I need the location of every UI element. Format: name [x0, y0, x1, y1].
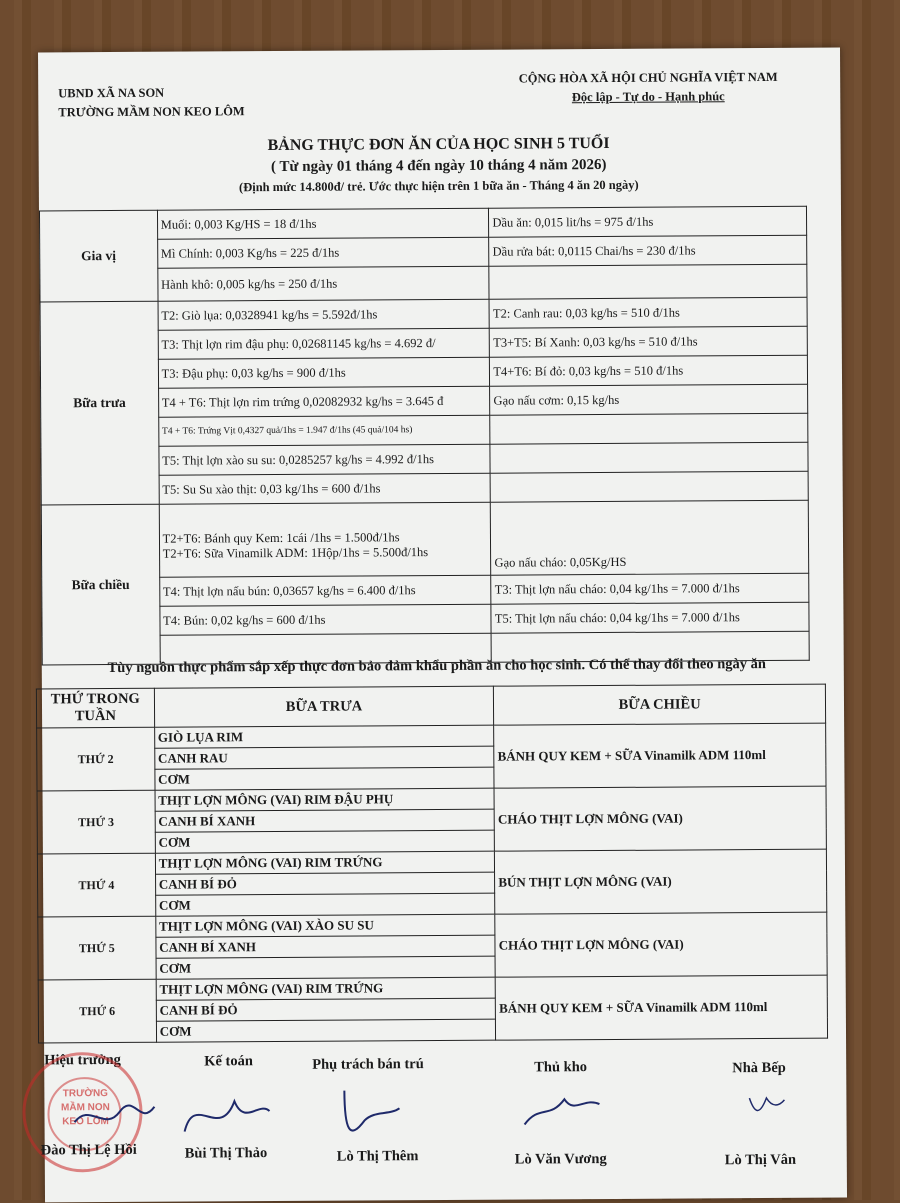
lunch-dish: THỊT LỢN MÔNG (VAI) RIM TRỨNG — [156, 977, 496, 1000]
norm-line: T2+T6: Sữa Vinamilk ADM: 1Hộp/1hs = 5.500đ/1hs — [162, 545, 429, 561]
norm-cell: T3+T5: Bí Xanh: 0,03 kg/hs = 510 đ/1hs — [490, 326, 808, 357]
weekly-menu-table — [36, 684, 828, 1044]
lunch-dish: CƠM — [156, 1019, 496, 1042]
norm-cell: Muối: 0,003 Kg/HS = 18 đ/1hs — [157, 208, 489, 239]
storekeeper-name: Lò Văn Vương — [514, 1150, 607, 1168]
table-row — [37, 723, 826, 749]
lunch-dish: CANH RAU — [154, 746, 494, 769]
norm-line: T2+T6: Bánh quy Kem: 1cái /1hs = 1.500đ/1hs — [162, 530, 400, 546]
school-name: TRƯỜNG MẦM NON KEO LÔM — [58, 104, 245, 120]
norm-cell — [490, 471, 808, 502]
norm-cell: Dầu rửa bát: 0,0115 Chai/hs = 230 đ/1hs — [489, 235, 807, 266]
national-motto-block — [498, 68, 798, 108]
boarding-name: Lò Thị Thêm — [336, 1148, 419, 1165]
norm-cell: T2: Canh rau: 0,03 kg/hs = 510 đ/1hs — [489, 297, 807, 328]
norm-cell: Hành khô: 0,005 kg/hs = 250 đ/1hs — [157, 266, 489, 301]
norm-cell — [490, 413, 808, 444]
motto: Độc lập - Tự do - Hạnh phúc — [571, 89, 725, 105]
lunch-dish: CANH BÍ ĐỎ — [155, 872, 495, 895]
norm-cell: T5: Su Su xào thịt: 0,03 kg/1hs = 600 đ/1hs — [159, 473, 491, 504]
lunch-dish: CANH BÍ XANH — [155, 809, 495, 832]
lunch-dish: CANH BÍ XANH — [156, 935, 496, 958]
category-afternoon: Bữa chiều — [41, 504, 160, 665]
handwritten-signatures — [44, 1068, 844, 1153]
norm-cell — [491, 500, 809, 575]
weekday-cell: THỨ 4 — [37, 853, 155, 917]
lunch-dish: GIÒ LỤA RIM — [154, 725, 494, 748]
lunch-dish: CƠM — [155, 767, 495, 790]
flexibility-note: Tùy nguồn thực phẩm sắp xếp thực đơn bảo đảm khẩu phần ăn cho học sinh. Có thể thay đổi theo ngày ăn — [107, 656, 766, 677]
header-weekday: THỨ TRONG TUẦN — [36, 688, 154, 728]
lunch-dish: CƠM — [156, 956, 496, 979]
principal-name: Đào Thị Lệ Hồi — [40, 1141, 137, 1159]
table-row — [37, 849, 826, 875]
norm-cell: T3: Đậu phụ: 0,03 kg/hs = 900 đ/1hs — [158, 357, 490, 388]
table-row — [38, 912, 827, 938]
afternoon-dish: CHÁO THỊT LỢN MÔNG (VAI) — [495, 912, 827, 977]
republic-title: CỘNG HÒA XÃ HỘI CHỦ NGHĨA VIỆT NAM — [518, 69, 778, 86]
norm-cell: T5: Thịt lợn nấu cháo: 0,04 kg/1hs = 7.000 đ/1hs — [491, 602, 809, 633]
weekday-cell: THỨ 2 — [37, 727, 155, 791]
table-row — [41, 500, 808, 578]
weekday-cell: THỨ 5 — [38, 916, 156, 980]
menu-document — [38, 48, 847, 1203]
norm-cell: T4+T6: Bí đỏ: 0,03 kg/hs = 510 đ/1hs — [490, 355, 808, 386]
lunch-dish: THỊT LỢN MÔNG (VAI) RIM ĐẬU PHỤ — [155, 788, 495, 811]
date-range: ( Từ ngày 01 tháng 4 đến ngày 10 tháng 4 năm 2026) — [270, 156, 607, 176]
kitchen-name: Lò Thị Vân — [724, 1151, 797, 1169]
category-lunch: Bữa trưa — [40, 301, 159, 505]
lunch-dish: CƠM — [155, 893, 495, 916]
norm-cell: Dầu ăn: 0,015 lit/hs = 975 đ/1hs — [489, 206, 807, 237]
issuer-block — [58, 83, 245, 122]
ingredient-norms-table — [39, 206, 810, 666]
table-row — [40, 297, 807, 331]
storekeeper-role: Thủ kho — [534, 1059, 588, 1076]
afternoon-dish: CHÁO THỊT LỢN MÔNG (VAI) — [494, 786, 826, 851]
lunch-dish: THỊT LỢN MÔNG (VAI) RIM TRỨNG — [155, 851, 495, 874]
norm-cell: T4: Thịt lợn nấu bún: 0,03657 kg/hs = 6.400 đ/1hs — [159, 575, 491, 606]
norm-cell: T5: Thịt lợn xào su su: 0,0285257 kg/hs = 4.992 đ/1hs — [159, 444, 491, 475]
norm-cell: T4: Bún: 0,02 kg/hs = 600 đ/1hs — [160, 604, 492, 635]
afternoon-dish: BÁNH QUY KEM + SỮA Vinamilk ADM 110ml — [494, 723, 826, 788]
principal-role: Hiệu trưởng — [44, 1051, 121, 1069]
lunch-dish: CƠM — [155, 830, 495, 853]
title-block — [39, 132, 839, 199]
norm-cell: T4 + T6: Thịt lợn rim trứng 0,02082932 kg/hs = 3.645 đ — [158, 386, 490, 417]
afternoon-dish: BÚN THỊT LỢN MÔNG (VAI) — [495, 849, 827, 914]
norm-cell: Gạo nấu cơm: 0,15 kg/hs — [490, 384, 808, 415]
table-row — [39, 206, 806, 240]
lunch-dish: CANH BÍ ĐỎ — [156, 998, 496, 1021]
afternoon-dish: BÁNH QUY KEM + SỮA Vinamilk ADM 110ml — [495, 975, 827, 1040]
norm-cell — [490, 442, 808, 473]
table-row — [37, 786, 826, 812]
document-title: BẢNG THỰC ĐƠN ĂN CỦA HỌC SINH 5 TUỔI — [267, 134, 610, 155]
boarding-role: Phụ trách bán trú — [312, 1056, 424, 1073]
norm-cell: T4 + T6: Trứng Vịt 0,4327 quả/1hs = 1.947 đ/1hs (45 quả/104 hs) — [158, 415, 490, 446]
table-row — [38, 975, 827, 1001]
commune-name: UBND XÃ NA SON — [58, 85, 165, 101]
category-spices: Gia vị — [39, 210, 157, 302]
norm-cell — [159, 502, 491, 577]
table-header-row — [36, 684, 825, 728]
norm-cell — [489, 264, 807, 299]
norm-line: Gạo nấu cháo: 0,05Kg/HS — [494, 554, 627, 570]
lunch-dish: THỊT LỢN MÔNG (VAI) XÀO SU SU — [155, 914, 495, 937]
header-afternoon: BỮA CHIỀU — [494, 684, 826, 725]
weekday-cell: THỨ 6 — [38, 979, 156, 1043]
norm-cell: T3: Thịt lợn nấu cháo: 0,04 kg/1hs = 7.000 đ/1hs — [491, 573, 809, 604]
weekday-cell: THỨ 3 — [37, 790, 155, 854]
kitchen-role: Nhà Bếp — [732, 1059, 786, 1077]
accountant-role: Kế toán — [204, 1053, 253, 1070]
norm-cell: T2: Giò lụa: 0,0328941 kg/hs = 5.592đ/1hs — [158, 299, 490, 330]
budget-note: (Định mức 14.800đ/ trẻ. Ước thực hiện trên 1 bữa ăn - Tháng 4 ăn 20 ngày) — [238, 177, 639, 195]
norm-cell: Mì Chính: 0,003 Kg/hs = 225 đ/1hs — [157, 237, 489, 268]
norm-cell: T3: Thịt lợn rim đậu phụ: 0,02681145 kg/hs = 4.692 đ/ — [158, 328, 490, 359]
seal-text: TRƯỜNG MẦM NON KEO LÔM — [60, 1088, 110, 1128]
accountant-name: Bùi Thị Thảo — [184, 1145, 268, 1162]
header-lunch: BỮA TRƯA — [154, 686, 494, 727]
